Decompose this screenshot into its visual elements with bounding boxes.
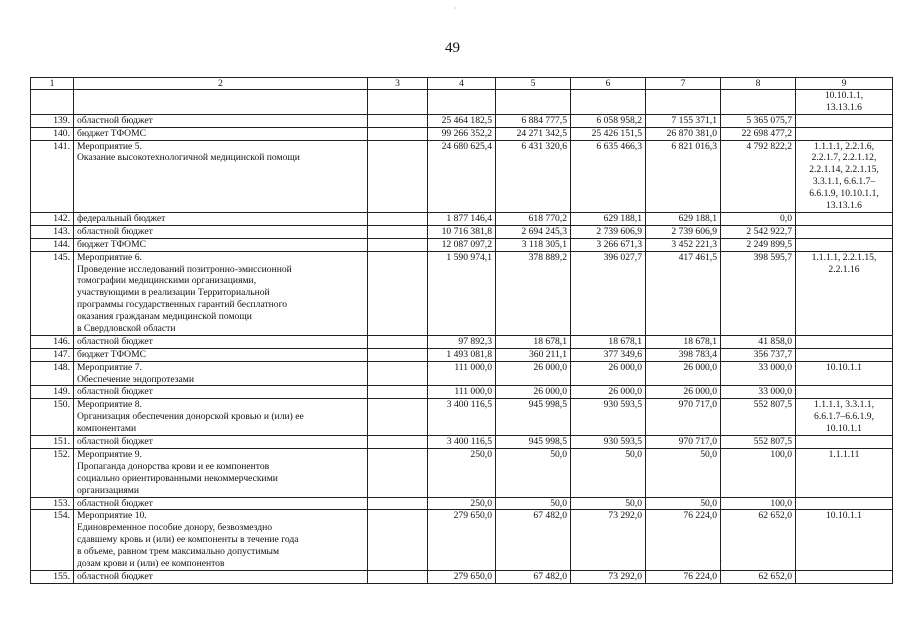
column-3-cell (368, 348, 428, 361)
amount-cell: 7 155 371,1 (646, 114, 721, 127)
table-row (31, 436, 893, 449)
description-line: социально ориентированными некоммерческими (77, 472, 278, 484)
amount-cell: 945 998,5 (496, 399, 571, 436)
row-number: 145. (31, 251, 74, 335)
amount-cell: 50,0 (496, 448, 571, 497)
amount-cell: 10 716 381,8 (428, 225, 496, 238)
amount-cell: 26 000,0 (496, 386, 571, 399)
description-line: Мероприятие 8. (77, 399, 142, 411)
code-line: 6.6.1.7–6.6.1.9, (814, 411, 874, 423)
column-3-cell (368, 510, 428, 570)
description-line: участвующими в реализации Территориальной (77, 287, 270, 299)
amount-cell: 2 542 922,7 (721, 225, 796, 238)
amount-cell: 2 694 245,3 (496, 225, 571, 238)
description-line: томографии медицинскими организациями, (77, 275, 257, 287)
description-line: сдавшему кровь и (или) ее компоненты в течение года (77, 534, 299, 546)
amount-cell: 6 821 016,3 (646, 140, 721, 212)
description-line: Мероприятие 7. (77, 361, 142, 373)
code-line: 10.10.1.1 (826, 510, 862, 522)
code-line: 13.13.1.6 (826, 200, 862, 212)
row-number: 141. (31, 140, 74, 212)
column-3-cell (368, 436, 428, 449)
amount-cell: 111 000,0 (428, 386, 496, 399)
row-number: 152. (31, 448, 74, 497)
amount-cell: 279 650,0 (428, 570, 496, 583)
description-line: Мероприятие 10. (77, 510, 147, 522)
amount-cell: 111 000,0 (428, 361, 496, 386)
column-header: 4 (428, 78, 496, 90)
column-3-cell (368, 114, 428, 127)
description-line: бюджет ТФОМС (77, 127, 146, 139)
amount-cell: 76 224,0 (646, 510, 721, 570)
row-description (74, 448, 368, 497)
column-header: 2 (74, 78, 368, 90)
table-row (31, 335, 893, 348)
amount-cell (646, 90, 721, 115)
amount-cell: 33 000,0 (721, 386, 796, 399)
amount-cell: 3 118 305,1 (496, 238, 571, 251)
amount-cell: 356 737,7 (721, 348, 796, 361)
row-number (31, 90, 74, 115)
amount-cell: 629 188,1 (571, 212, 646, 225)
description-line: Обеспечение эндопротезами (77, 373, 194, 385)
row-description (74, 335, 368, 348)
column-3-cell (368, 570, 428, 583)
scan-speck: · (454, 4, 457, 13)
description-line: в Свердловской области (77, 323, 176, 334)
code-line: 1.1.1.1, 2.2.1.15, (811, 251, 877, 263)
description-line: областной бюджет (77, 335, 153, 347)
amount-cell: 26 870 381,0 (646, 127, 721, 140)
amount-cell: 2 739 606,9 (571, 225, 646, 238)
table-row (31, 212, 893, 225)
row-number: 140. (31, 127, 74, 140)
column-3-cell (368, 140, 428, 212)
row-description (74, 127, 368, 140)
row-description (74, 212, 368, 225)
amount-cell: 6 635 466,3 (571, 140, 646, 212)
amount-cell: 3 452 221,3 (646, 238, 721, 251)
description-line: Организация обеспечения донорской кровью и (или) ее (77, 411, 304, 423)
row-number: 155. (31, 570, 74, 583)
amount-cell: 26 000,0 (646, 386, 721, 399)
description-line: оказания гражданам медицинской помощи (77, 311, 252, 323)
amount-cell: 18 678,1 (496, 335, 571, 348)
amount-cell: 99 266 352,2 (428, 127, 496, 140)
row-number: 144. (31, 238, 74, 251)
indicator-codes (796, 225, 893, 238)
amount-cell: 3 266 671,3 (571, 238, 646, 251)
column-3-cell (368, 127, 428, 140)
description-line: областной бюджет (77, 497, 153, 509)
indicator-codes (796, 140, 893, 212)
code-line: 2.2.1.16 (828, 263, 860, 275)
description-line: Единовременное пособие донору, безвозмездно (77, 522, 273, 534)
amount-cell: 62 652,0 (721, 510, 796, 570)
code-line: 2.2.1.7, 2.2.1.12, (811, 152, 877, 164)
page-number: 49 (445, 40, 460, 56)
indicator-codes (796, 448, 893, 497)
table-row (31, 510, 893, 570)
amount-cell: 3 400 116,5 (428, 399, 496, 436)
row-description (74, 348, 368, 361)
amount-cell: 970 717,0 (646, 399, 721, 436)
amount-cell: 50,0 (571, 497, 646, 510)
column-3-cell (368, 225, 428, 238)
table-row (31, 238, 893, 251)
amount-cell: 2 249 899,5 (721, 238, 796, 251)
table-row (31, 348, 893, 361)
table-row (31, 570, 893, 583)
description-line: Пропаганда донорства крови и ее компонентов (77, 460, 270, 472)
amount-cell: 552 807,5 (721, 399, 796, 436)
row-number: 150. (31, 399, 74, 436)
row-number: 151. (31, 436, 74, 449)
row-number: 153. (31, 497, 74, 510)
code-line: 13.13.1.6 (826, 101, 862, 113)
amount-cell: 73 292,0 (571, 570, 646, 583)
amount-cell: 1 590 974,1 (428, 251, 496, 335)
amount-cell: 50,0 (496, 497, 571, 510)
row-number: 147. (31, 348, 74, 361)
column-header: 6 (571, 78, 646, 90)
amount-cell: 100,0 (721, 448, 796, 497)
description-line: бюджет ТФОМС (77, 238, 146, 250)
indicator-codes (796, 570, 893, 583)
description-line: Мероприятие 9. (77, 448, 142, 460)
table-row (31, 140, 893, 212)
table-body (31, 90, 893, 584)
column-header: 7 (646, 78, 721, 90)
description-line: Оказание высокотехнологичной медицинской помощи (77, 152, 300, 164)
amount-cell: 26 000,0 (571, 386, 646, 399)
indicator-codes (796, 436, 893, 449)
amount-cell: 552 807,5 (721, 436, 796, 449)
description-line: областной бюджет (77, 436, 153, 448)
row-number: 146. (31, 335, 74, 348)
indicator-codes (796, 348, 893, 361)
description-line (77, 90, 364, 102)
amount-cell: 378 889,2 (496, 251, 571, 335)
description-line: дозам крови и (или) ее компонентов (77, 558, 225, 569)
amount-cell: 33 000,0 (721, 361, 796, 386)
amount-cell: 12 087 097,2 (428, 238, 496, 251)
column-3-cell (368, 361, 428, 386)
column-header: 9 (796, 78, 893, 90)
row-number: 149. (31, 386, 74, 399)
amount-cell: 24 271 342,5 (496, 127, 571, 140)
amount-cell: 398 783,4 (646, 348, 721, 361)
row-description (74, 225, 368, 238)
budget-table (30, 77, 893, 584)
amount-cell (571, 90, 646, 115)
amount-cell: 26 000,0 (646, 361, 721, 386)
description-line: организациями (77, 484, 139, 496)
amount-cell: 25 426 151,5 (571, 127, 646, 140)
row-number: 154. (31, 510, 74, 570)
amount-cell: 3 400 116,5 (428, 436, 496, 449)
amount-cell: 50,0 (571, 448, 646, 497)
description-line: в объеме, равном трем максимально допустимым (77, 546, 280, 558)
indicator-codes (796, 510, 893, 570)
description-line: компонентами (77, 423, 137, 435)
amount-cell: 62 652,0 (721, 570, 796, 583)
row-description (74, 386, 368, 399)
description-line: областной бюджет (77, 386, 153, 398)
column-3-cell (368, 399, 428, 436)
row-description (74, 238, 368, 251)
table-row (31, 251, 893, 335)
amount-cell: 6 884 777,5 (496, 114, 571, 127)
row-description (74, 251, 368, 335)
amount-cell: 250,0 (428, 497, 496, 510)
indicator-codes (796, 238, 893, 251)
code-line: 1.1.1.1, 3.3.1.1, (814, 399, 874, 411)
amount-cell: 930 593,5 (571, 399, 646, 436)
amount-cell: 396 027,7 (571, 251, 646, 335)
amount-cell: 4 792 822,2 (721, 140, 796, 212)
row-description (74, 497, 368, 510)
amount-cell: 6 058 958,2 (571, 114, 646, 127)
description-line: областной бюджет (77, 225, 153, 237)
amount-cell: 26 000,0 (496, 361, 571, 386)
amount-cell: 97 892,3 (428, 335, 496, 348)
column-header: 1 (31, 78, 74, 90)
amount-cell: 25 464 182,5 (428, 114, 496, 127)
code-line: 3.3.1.1, 6.6.1.7– (812, 176, 876, 188)
amount-cell: 26 000,0 (571, 361, 646, 386)
row-number: 148. (31, 361, 74, 386)
row-number: 142. (31, 212, 74, 225)
amount-cell: 360 211,1 (496, 348, 571, 361)
indicator-codes (796, 386, 893, 399)
amount-cell: 398 595,7 (721, 251, 796, 335)
description-line: программы государственных гарантий бесплатного (77, 299, 288, 311)
column-3-cell (368, 212, 428, 225)
amount-cell: 50,0 (646, 448, 721, 497)
indicator-codes (796, 114, 893, 127)
code-line: 10.10.1.1 (826, 423, 862, 435)
header-row (31, 78, 893, 90)
indicator-codes (796, 212, 893, 225)
column-3-cell (368, 238, 428, 251)
row-description (74, 90, 368, 115)
table-row (31, 448, 893, 497)
description-line: Мероприятие 6. (77, 251, 142, 263)
scan-speck: · (720, 557, 723, 566)
table-row (31, 127, 893, 140)
amount-cell: 67 482,0 (496, 570, 571, 583)
amount-cell: 5 365 075,7 (721, 114, 796, 127)
amount-cell: 279 650,0 (428, 510, 496, 570)
amount-cell: 417 461,5 (646, 251, 721, 335)
indicator-codes (796, 335, 893, 348)
row-description (74, 361, 368, 386)
amount-cell (428, 90, 496, 115)
table-row (31, 399, 893, 436)
amount-cell: 930 593,5 (571, 436, 646, 449)
amount-cell: 618 770,2 (496, 212, 571, 225)
amount-cell: 24 680 625,4 (428, 140, 496, 212)
amount-cell: 18 678,1 (646, 335, 721, 348)
column-3-cell (368, 386, 428, 399)
amount-cell: 50,0 (646, 497, 721, 510)
indicator-codes (796, 127, 893, 140)
row-description (74, 140, 368, 212)
table-row (31, 497, 893, 510)
column-3-cell (368, 497, 428, 510)
amount-cell: 67 482,0 (496, 510, 571, 570)
description-line: федеральный бюджет (77, 212, 166, 224)
amount-cell: 22 698 477,2 (721, 127, 796, 140)
row-description (74, 436, 368, 449)
row-number: 143. (31, 225, 74, 238)
indicator-codes (796, 90, 893, 115)
code-line: 10.10.1.1 (826, 361, 862, 373)
description-line: Проведение исследований позитронно-эмиссионной (77, 263, 292, 275)
amount-cell: 629 188,1 (646, 212, 721, 225)
amount-cell: 0,0 (721, 212, 796, 225)
amount-cell: 945 998,5 (496, 436, 571, 449)
table-header (31, 78, 893, 90)
amount-cell: 100,0 (721, 497, 796, 510)
amount-cell: 73 292,0 (571, 510, 646, 570)
column-3-cell (368, 448, 428, 497)
indicator-codes (796, 497, 893, 510)
row-description (74, 570, 368, 583)
row-number: 139. (31, 114, 74, 127)
amount-cell: 377 349,6 (571, 348, 646, 361)
indicator-codes (796, 251, 893, 335)
table-row (31, 90, 893, 115)
description-line: Мероприятие 5. (77, 140, 142, 152)
amount-cell: 18 678,1 (571, 335, 646, 348)
column-3-cell (368, 90, 428, 115)
amount-cell: 1 877 146,4 (428, 212, 496, 225)
indicator-codes (796, 361, 893, 386)
table-row (31, 225, 893, 238)
description-line: бюджет ТФОМС (77, 348, 146, 360)
row-description (74, 510, 368, 570)
amount-cell: 250,0 (428, 448, 496, 497)
code-line: 1.1.1.11 (828, 448, 860, 460)
column-header: 3 (368, 78, 428, 90)
amount-cell: 2 739 606,9 (646, 225, 721, 238)
amount-cell: 41 858,0 (721, 335, 796, 348)
column-3-cell (368, 251, 428, 335)
table-row (31, 386, 893, 399)
amount-cell: 76 224,0 (646, 570, 721, 583)
indicator-codes (796, 399, 893, 436)
table-row (31, 361, 893, 386)
amount-cell (721, 90, 796, 115)
description-line: областной бюджет (77, 114, 153, 126)
amount-cell (496, 90, 571, 115)
amount-cell: 970 717,0 (646, 436, 721, 449)
column-header: 8 (721, 78, 796, 90)
row-description (74, 114, 368, 127)
amount-cell: 1 493 081,8 (428, 348, 496, 361)
amount-cell: 6 431 320,6 (496, 140, 571, 212)
column-header: 5 (496, 78, 571, 90)
column-3-cell (368, 335, 428, 348)
code-line: 2.2.1.14, 2.2.1.15, (809, 164, 879, 176)
code-line: 10.10.1.1, (824, 90, 864, 101)
code-line: 6.6.1.9, 10.10.1.1, (809, 188, 879, 200)
row-description (74, 399, 368, 436)
code-line: 1.1.1.1, 2.2.1.6, (814, 140, 874, 152)
table-row (31, 114, 893, 127)
description-line: областной бюджет (77, 570, 153, 582)
